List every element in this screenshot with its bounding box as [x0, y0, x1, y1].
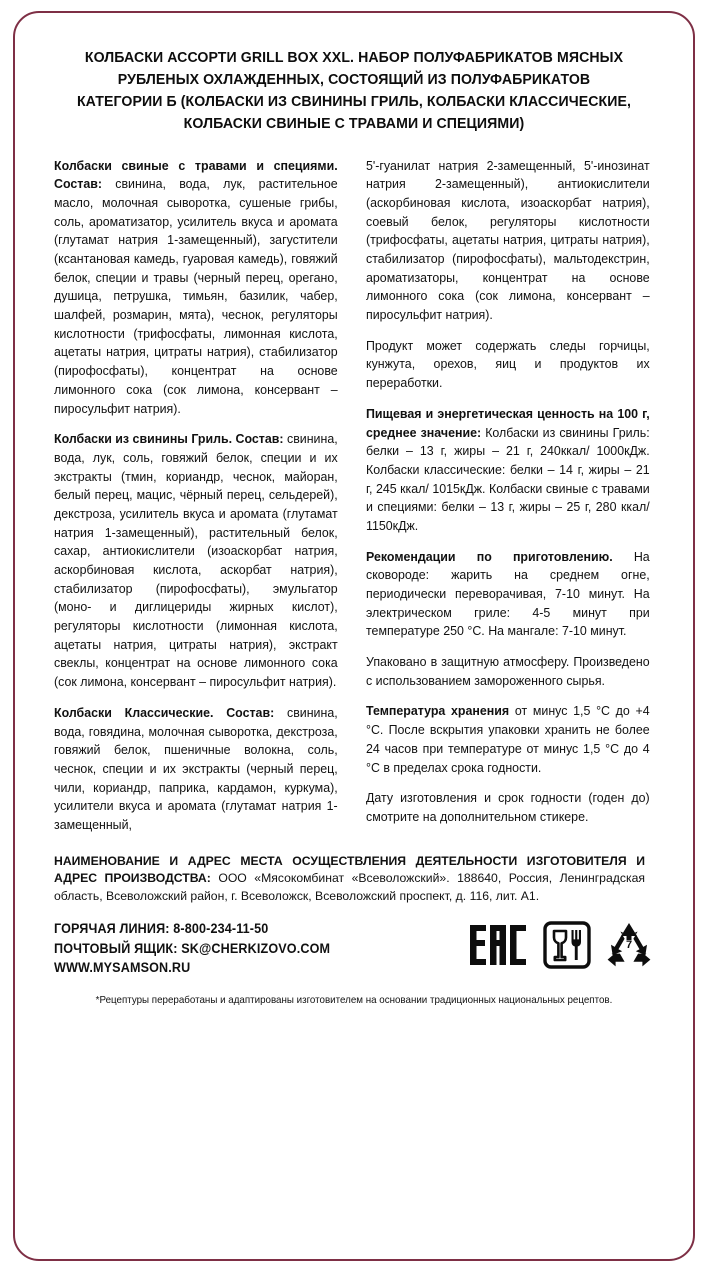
food-safe-icon [543, 921, 591, 969]
ingredient-paragraph [54, 704, 338, 835]
paragraph-heading: Рекомендации по приготовлению. [366, 549, 613, 564]
paragraph-heading: Колбаски из свинины Гриль. Состав: [54, 432, 284, 447]
paragraph-body: Упаковано в защитную атмосферу. Произведено с использованием замороженного сырья. [366, 655, 650, 688]
paragraph-body: свинина, вода, лук, растительное масло, молочная сыворотка, сушеные грибы, соль, ароматизатор, усилитель вкуса и аромата (глутамат натрия 1-замещенный), загустители (ксантановая камедь, гуаровая камедь), говяжий белок, специи и травы (черный перец, орегано, душица, петрушка, тимьян, базилик, чабер, шалфей, розмарин, мята), чеснок, регуляторы кислотности (трифосфаты, лимонная кислота, ацетаты натрия, цитраты натрия), стабилизатор (пирофосфаты), концентрат на основе лимонного сока (сок лимона, консервант – пиросульфит натрия). [54, 177, 338, 416]
page-title: КОЛБАСКИ АССОРТИ GRILL BOX XXL. НАБОР ПОЛУФАБРИКАТОВ МЯСНЫХ РУБЛЕНЫХ ОХЛАЖДЕННЫХ, СОСТОЯЩИЙ ИЗ ПОЛУФАБРИКАТОВ КАТЕГОРИИ Б (КОЛБАСКИ ИЗ СВИНИНЫ ГРИЛЬ, КОЛБАСКИ КЛАССИЧЕСКИЕ, КОЛБАСКИ СВИНЫЕ С ТРАВАМИ И СПЕЦИЯМИ) [76, 49, 632, 132]
paragraph-body: 5'-гуанилат натрия 2-замещенный, 5'-инозинат натрия 2-замещенный), антиокислители (аскорбиновая кислота, изоаскорбат натрия), соевый белок, регуляторы кислотности (трифосфаты, ацетаты натрия, цитраты натрия), стабилизатор (пирофосфаты), мальтодекстрин, ароматизаторы, концентрат на основе лимонного сока (сок лимона, консервант – пиросульфит натрия). [366, 158, 650, 323]
manufacturer-heading: НАИМЕНОВАНИЕ И АДРЕС МЕСТА ОСУЩЕСТВЛЕНИЯ ДЕЯТЕЛЬНОСТИ ИЗГОТОВИТЕЛЯ И АДРЕС ПРОИЗВОДСТВА: [54, 853, 645, 886]
recycling-code: 7 [625, 939, 633, 952]
ingredient-paragraph [54, 157, 338, 419]
certification-marks [470, 919, 654, 969]
paragraph-heading: Колбаски свиные с травами и специями. Состав: [54, 158, 338, 192]
paragraph-body: Колбаски из свинины Гриль: белки – 13 г, жиры – 21 г, 240ккал/ 1000кДж. Колбаски классические: белки – 14 г, жиры – 21 г, 245 ккал/ 1015кДж. Колбаски свиные с травами и специями: белки – 13 г, жиры – 25 г, 280 ккал/ 1150кДж. [366, 425, 650, 533]
expiry-paragraph [366, 789, 650, 826]
product-label-card [13, 11, 695, 1261]
right-column [366, 157, 654, 827]
paragraph-body: На сковороде: жарить на среднем огне, периодически переворачивая, 7-10 минут. На электрическом гриле: 4-5 минут при температуре 250 °С. На мангале: 7-10 минут. [366, 549, 650, 639]
paragraph-heading: Колбаски Классические. Состав: [54, 705, 275, 720]
ingredients-columns [54, 157, 654, 835]
recipe-footnote: *Рецептуры переработаны и адаптированы изготовителем на основании традиционных национальных рецептов. [95, 995, 613, 1007]
paragraph-body: свинина, вода, говядина, молочная сыворотка, декстроза, говяжий белок, пшеничные волокна, соль, чеснок, специи и их экстракты (черный перец, чили, кориандр, паприка, кардамон, куркума), усилители вкуса и аромата (глутамат натрия 1-замещенный, [54, 705, 338, 832]
manufacturer-info [54, 853, 645, 906]
label-footer [54, 853, 654, 1008]
ingredient-paragraph [366, 157, 650, 325]
hotline-phone[interactable]: ГОРЯЧАЯ ЛИНИЯ: 8-800-234-11-50 [54, 921, 269, 937]
eac-icon [470, 925, 530, 965]
cooking-paragraph [366, 548, 650, 641]
paragraph-body: от минус 1,5 °С до +4 °С. После вскрытия упаковки хранить не более 24 часов при температуре от минус 1,5 °С до 4 °С в пределах срока годности. [366, 704, 650, 775]
contact-email[interactable]: ПОЧТОВЫЙ ЯЩИК: SK@CHERKIZOVO.COM [54, 940, 331, 956]
contacts-block [54, 919, 330, 977]
packaging-paragraph [366, 653, 650, 690]
storage-paragraph [366, 702, 650, 777]
footer-row [54, 919, 654, 977]
paragraph-body: Продукт может содержать следы горчицы, кунжута, орехов, яиц и продуктов их переработки. [366, 338, 650, 391]
website-url[interactable]: WWW.MYSAMSON.RU [54, 960, 191, 976]
nutrition-paragraph [366, 405, 650, 536]
recycling-icon [604, 922, 654, 968]
ingredient-paragraph [54, 430, 338, 692]
paragraph-body: Дату изготовления и срок годности (годен до) смотрите на дополнительном стикере. [366, 791, 650, 824]
manufacturer-address: ООО «Мясокомбинат «Всеволожский». 188640, Россия, Ленинградская область, Всеволожский район, г. Всеволожск, Всеволожский проспект, д. 116, лит. А1. [54, 871, 645, 903]
paragraph-heading: Пищевая и энергетическая ценность на 100 г, среднее значение: [366, 406, 650, 440]
label-inner [15, 13, 693, 1259]
left-column [54, 157, 342, 835]
paragraph-body: свинина, вода, лук, соль, говяжий белок, специи и их экстракты (тмин, кориандр, чеснок, майоран, белый перец, мацис, чёрный перец, сельдерей), декстроза, усилитель вкуса и аромата (глутамат натрия 1-замещенный), растительный белок, сахар, антиокислители (изоаскорбат натрия, аскорбиновая кислота, аскорбат натрия), стабилизатор (пирофосфаты), эмульгатор (моно- и диглицериды жирных кислот), регуляторы кислотности (лимонная кислота, ацетаты натрия, цитраты натрия), экстракт свеклы, концентрат на основе лимонного сока (сок лимона, консервант – пиросульфит натрия). [54, 432, 338, 690]
paragraph-heading: Температура хранения [366, 704, 510, 719]
allergen-paragraph [366, 337, 650, 393]
